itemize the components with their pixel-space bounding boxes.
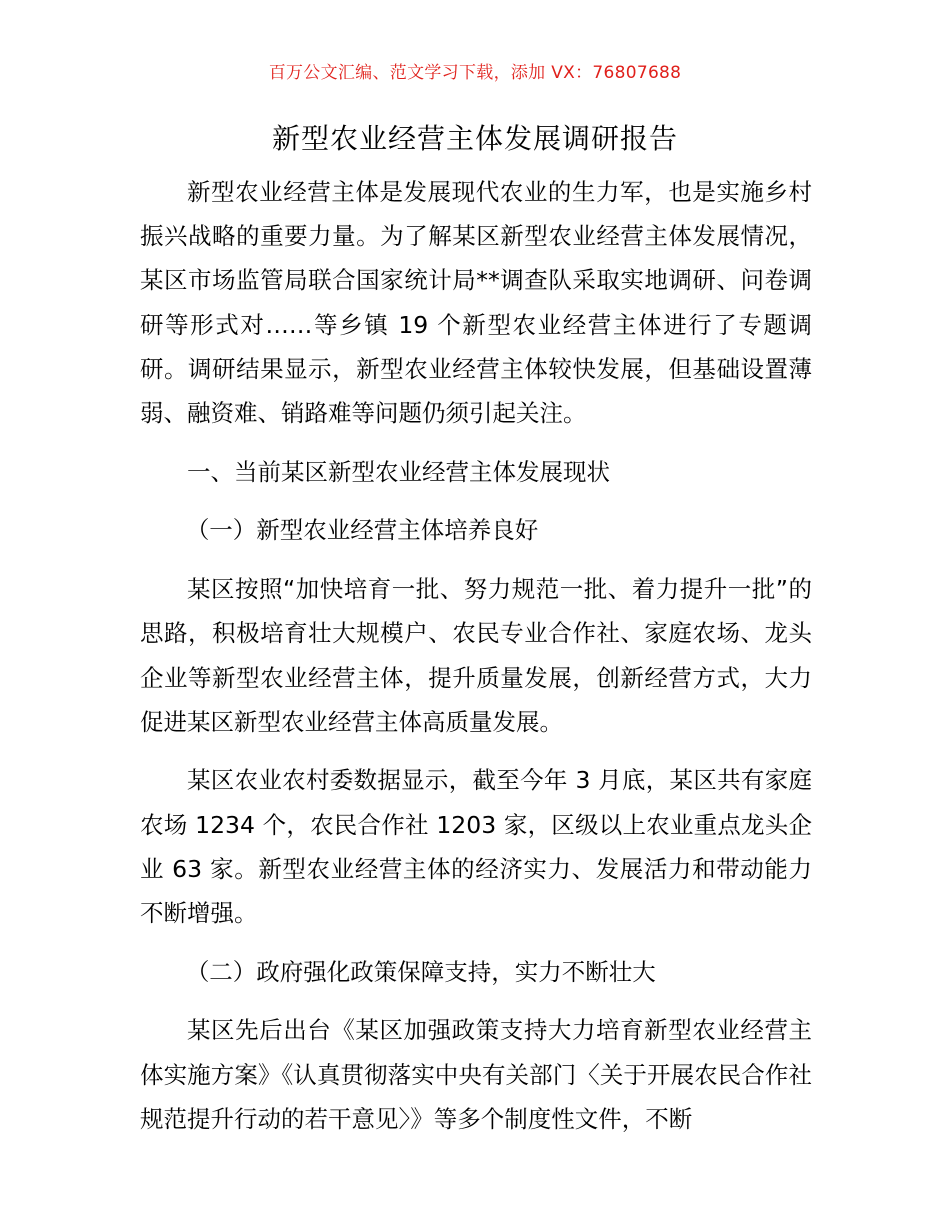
document-title: 新型农业经营主体发展调研报告 <box>271 122 678 155</box>
paragraph-statistics: 某区农业农村委数据显示，截至今年 3 月底，某区共有家庭农场 1234 个，农民合作社 1203 家，区级以上农业重点龙头企业 63 家。新型农业经营主体的经济实力、发展活力和带动能力不断增强。 <box>140 766 812 928</box>
subsection-heading-2: （二）政府强化政策保障支持，实力不断壮大 <box>185 957 656 986</box>
intro-paragraph: 新型农业经营主体是发展现代农业的生力军，也是实施乡村振兴战略的重要力量。为了解某区新型农业经营主体发展情况，某区市场监管局联合国家统计局**调查队采取实地调研、问卷调研等形式对……等乡镇 19 个新型农业经营主体进行了专题调研。调研结果显示，新型农业经营主体较快发展，但基础设置薄弱、融资难、销路难等问题仍须引起关注。 <box>140 178 812 428</box>
watermark-header: 百万公文汇编、范文学习下载，添加 VX：76807688 <box>268 63 682 83</box>
paragraph-cultivation: 某区按照“加快培育一批、努力规范一批、着力提升一批”的思路，积极培育壮大规模户、农民专业合作社、家庭农场、龙头企业等新型农业经营主体，提升质量发展，创新经营方式，大力促进某区新型农业经营主体高质量发展。 <box>140 575 812 736</box>
subsection-heading-1: （一）新型农业经营主体培养良好 <box>185 516 539 545</box>
document-body <box>140 170 812 1156</box>
paragraph-policy: 某区先后出台《某区加强政策支持大力培育新型农业经营主体实施方案》《认真贯彻落实中央有关部门〈关于开展农民合作社规范提升行动的若干意见〉》等多个制度性文件，不断 <box>140 1016 812 1133</box>
section-heading-1: 一、当前某区新型农业经营主体发展现状 <box>187 457 610 486</box>
